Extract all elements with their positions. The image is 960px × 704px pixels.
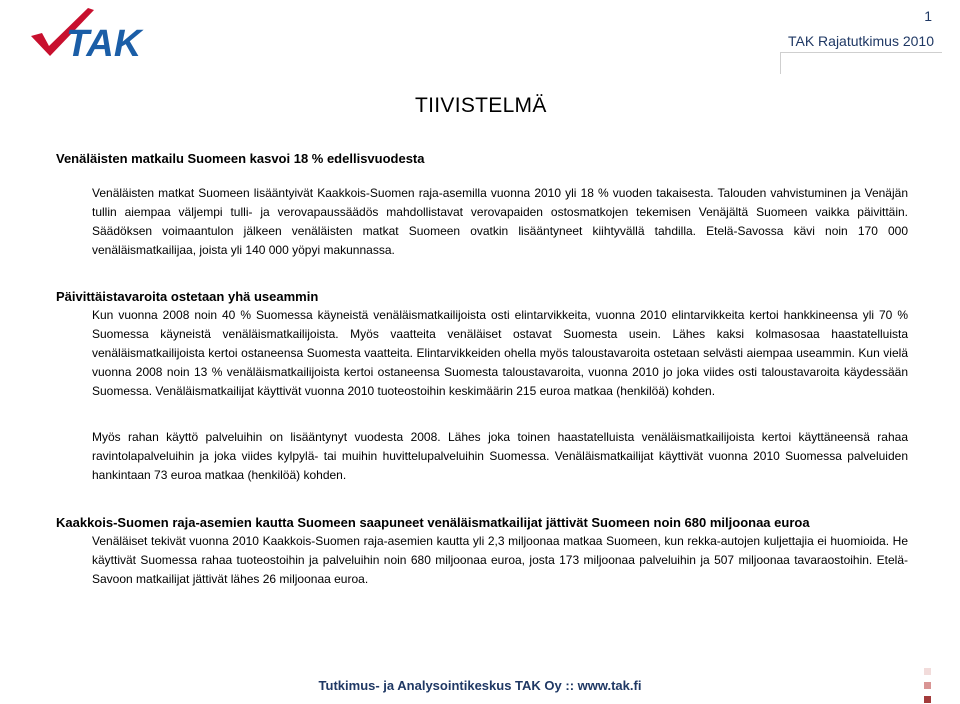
header-rule-vertical (780, 52, 781, 74)
section-title-2: Päivittäistavaroita ostetaan yhä useammin (56, 289, 319, 304)
section-title-1: Venäläisten matkailu Suomeen kasvoi 18 % edellisvuodesta (56, 151, 425, 166)
footer-square-1 (924, 668, 931, 675)
page-number: 1 (924, 8, 932, 24)
section-2-paragraph-1: Kun vuonna 2008 noin 40 % Suomessa käyneistä venäläismatkailijoista osti elintarvikkeita, vuonna 2010 elintarvikkeita kertoi hankkineensa yli 70 % Suomessa käyneistä venäläismatkailijoista. Myös vaatteita venäläiset ostavat Suomesta usein. Lähes kaksi kolmasosaa haastatelluista venäläismatkailijoista kertoi ostaneensa Suomesta vaatteita. Elintarvikkeiden ohella myös taloustavaroita ostetaan selvästi aiempaa useammin. Kun vielä vuonna 2008 noin 13 % venäläismatkailijoista kertoi ostaneensa Suomesta taloustavaroita, vuonna 2010 jo joka viides osti taloustavaroita käydessään Suomessa. Venäläismatkailijat käyttivät vuonna 2010 tuoteostoihin keskimäärin 215 euroa matkaa (henkilöä) kohden. (92, 308, 908, 398)
footer-square-3 (924, 696, 931, 703)
header-rule (780, 52, 942, 53)
tak-logo (28, 6, 164, 62)
logo-text: TAK (66, 23, 142, 62)
header-title: TAK Rajatutkimus 2010 (787, 33, 934, 49)
section-title-3: Kaakkois-Suomen raja-asemien kautta Suomeen saapuneet venäläismatkailijat jättivät Suomeen noin 680 miljoonaa euroa (56, 515, 810, 530)
document-heading: TIIVISTELMÄ (415, 94, 547, 117)
section-1-paragraph-1: Venäläisten matkat Suomeen lisääntyivät Kaakkois-Suomen raja-asemilla vuonna 2010 yli 18 % vuoden takaisesta. Talouden vahvistuminen ja Venäjän tullin aiempaa väljempi tulli- ja verovapaussäädös mahdollistavat verovapaiden ostosmatkojen tekemisen Venäjältä Suomeen vaikka päivittäin. Säädöksen voimaantulon jälkeen venäläisten matkat Suomeen ovatkin lisääntyneet kiihtyvällä tahdilla. Etelä-Savossa kävi noin 170 000 venäläismatkailijaa, joista yli 140 000 yöpyi makunnassa. (92, 186, 908, 257)
section-3-paragraph-1: Venäläiset tekivät vuonna 2010 Kaakkois-Suomen raja-asemien kautta yli 2,3 miljoonaa matkaa Suomeen, kun rekka-autojen kuljettajia ei huomioida. He käyttivät Suomessa rahaa tuoteostoihin ja palveluihin noin 680 miljoonaa euroa, josta 173 miljoonaa palveluihin ja 507 miljoonaa tavaraostoihin. Etelä-Savoon matkailijat jättivät lähes 26 miljoonaa euroa. (92, 534, 908, 586)
footer-text: Tutkimus- ja Analysointikeskus TAK Oy :: www.tak.fi (318, 678, 642, 693)
section-2-paragraph-2: Myös rahan käyttö palveluihin on lisääntynyt vuodesta 2008. Lähes joka toinen haastatelluista venäläismatkailijoista kertoi käyttäneensä rahaa ravintolapalveluihin ja joka viides kylpylä- tai muihin huvittelupalveluihin Suomessa. Venäläismatkailijat käyttivät vuonna 2010 Suomessa palveluiden hankintaan 73 euroa matkaa (henkilöä) kohden. (92, 430, 908, 482)
footer-square-2 (924, 682, 931, 689)
